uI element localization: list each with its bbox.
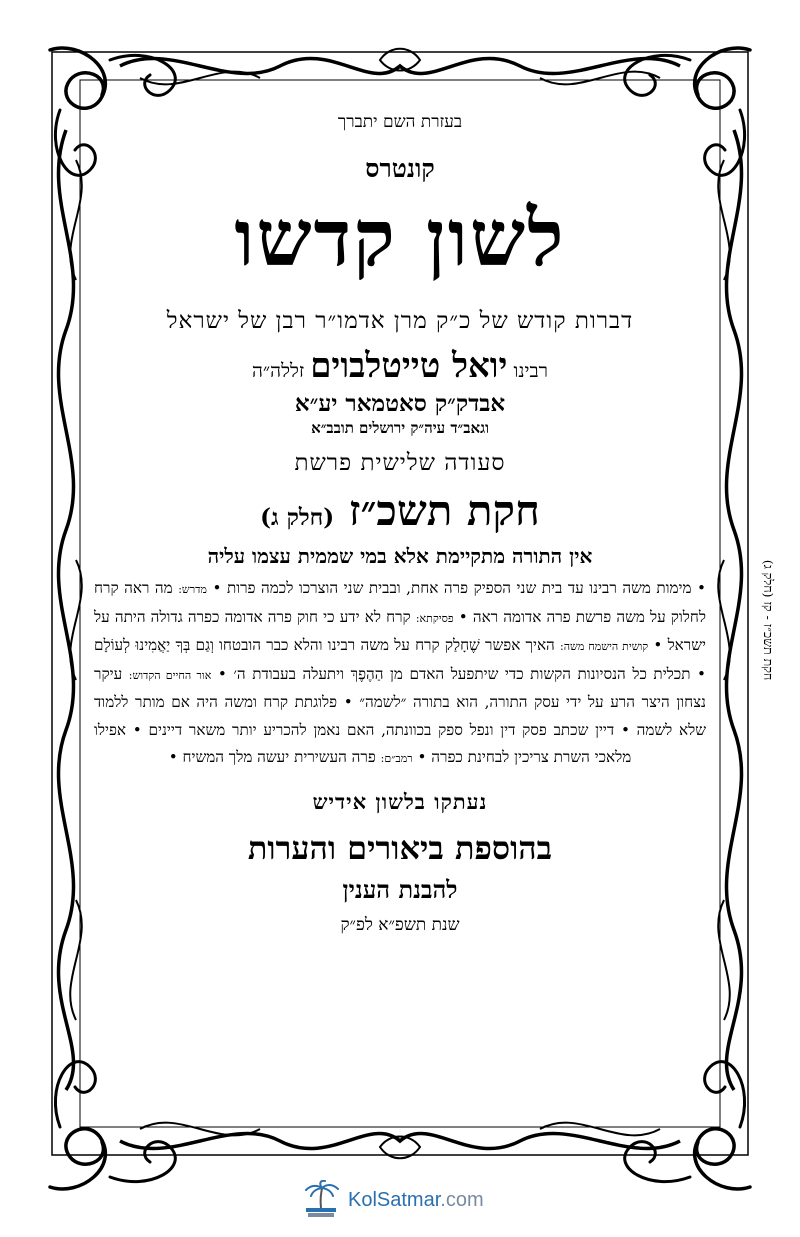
palm-tree-books-icon bbox=[300, 1180, 342, 1220]
topic-text: תכלית כל הנסיונות הקשות כדי שיתפעל האדם מן הַהֶפֶךְ ויתעלה בעבודת ה׳ bbox=[233, 664, 691, 683]
rebbe-suffix: זללה״ה bbox=[252, 360, 305, 382]
understanding-line: להבנת הענין bbox=[342, 874, 458, 904]
theme-line: אין התורה מתקיימת אלא במי שממית עצמו עליה bbox=[207, 544, 593, 568]
topic-text: פלוגתת קרח ומשה היה אם מותר ללמוד שלא לשמה bbox=[94, 693, 706, 739]
additions-line: בהוספת ביאורים והערות bbox=[247, 828, 553, 867]
author-intro-line: דברות קודש של כ״ק מרן אדמו״ר רבן של ישראל bbox=[166, 308, 634, 334]
side-page-label: חקת תשכ״ז - קז (חלק ג) bbox=[761, 559, 776, 681]
rebbe-title-jerusalem: וגאב״ד עיה״ק ירושלים תובב״א bbox=[311, 419, 489, 437]
seuda-line: סעודה שלישית פרשת bbox=[294, 450, 506, 476]
source-label: מדרש: bbox=[178, 583, 207, 596]
main-title: לשון קדשו bbox=[234, 193, 566, 284]
parsha-line bbox=[92, 486, 708, 536]
topic-text: אפילו מלאכי השרת צריכין לבחינת כפרה bbox=[94, 720, 632, 766]
topic-text: פרה העשירית יעשה מלך המשיח bbox=[182, 748, 376, 766]
source-label: פסיקתא: bbox=[415, 611, 454, 625]
topic-text: האיך אפשר שֶׁחָלַק קרח על משה רבינו והלא כבר הובטחו וְגַם בְּךָ יַאֲמִינוּ לְעוֹלָם bbox=[94, 636, 555, 654]
topic-text: עיקר נצחון היצר הרע על ידי עסק התורה, הוא בתורה ״לשמה״ bbox=[94, 664, 706, 711]
rebbe-name-line bbox=[92, 346, 708, 386]
year-line: שנת תשפ״א לפ״ק bbox=[340, 914, 460, 935]
topic-text: קרח לא ידע כי חוק פרה אדומה כפרה גדולה היתה על ישראל bbox=[94, 607, 706, 654]
rebbe-title-satmar: אבדק״ק סאטמאר יע״א bbox=[294, 390, 506, 417]
logo-text bbox=[348, 1189, 484, 1212]
logo-domain: .com bbox=[440, 1188, 484, 1211]
parsha-name: חקת תשכ״ז bbox=[348, 486, 540, 535]
rebbe-name: יואל טייטלבוים bbox=[310, 346, 508, 386]
topic-text: מימות משה רבינו עד בית שני הספיק פרה אחת, ובבית שני הוצרכו לכמה פרות bbox=[226, 579, 692, 597]
rebbe-prefix: רבינו bbox=[513, 360, 548, 382]
translated-line: נעתקו בלשון אידיש bbox=[312, 788, 488, 814]
part-label: (חלק ג) bbox=[260, 504, 335, 531]
kuntres-label: קונטרס bbox=[365, 154, 435, 183]
topic-text: דיין שכתב פסק דין ונפל ספק בכוונתה, האם נאמן להכריע יותר משאר דיינים bbox=[148, 720, 615, 739]
source-label: רמב״ם: bbox=[380, 752, 413, 765]
kolsatmar-logo[interactable] bbox=[300, 1180, 484, 1220]
title-page-content bbox=[92, 112, 708, 1142]
topics-summary: • מימות משה רבינו עד בית שני הספיק פרה אחת, ובבית שני הוצרכו לכמה פרות • מדרש: מה ראה קרח לחלוק על משה פרשת פרה אדומה ראה • פסיקתא: קרח לא ידע כי חוק פרה אדומה כפרה גדולה היתה על ישראל • קושית הישמח משה: האיך אפשר שֶׁחָלַק קרח על משה רבינו והלא כבר הובטחו וְגַם בְּךָ יַאֲמִינוּ לְעוֹלָם • תכלית כל הנסיונות הקשות כדי שיתפעל האדם מן הַהֶפֶךְ ויתעלה בעבודת ה׳ • אור החיים הקדוש: עיקר נצחון היצר הרע על ידי עסק התורה, הוא בתורה ״לשמה״ • פלוגתת קרח ומשה היה אם מותר ללמוד שלא לשמה • דיין שכתב פסק דין ונפל ספק בכוונתה, האם נאמן להכריע יותר משאר דיינים • אפילו מלאכי השרת צריכין לבחינת כפרה • רמב״ם: פרה העשירית יעשה מלך המשיח • bbox=[94, 579, 707, 766]
source-label: קושית הישמח משה: bbox=[560, 640, 649, 653]
logo-name: KolSatmar bbox=[348, 1188, 441, 1211]
blessing-line: בעזרת השם יתברך bbox=[337, 112, 463, 132]
topic-text: מה ראה קרח לחלוק על משה פרשת פרה אדומה ראה bbox=[94, 579, 707, 626]
source-label: אור החיים הקדוש: bbox=[128, 668, 212, 682]
